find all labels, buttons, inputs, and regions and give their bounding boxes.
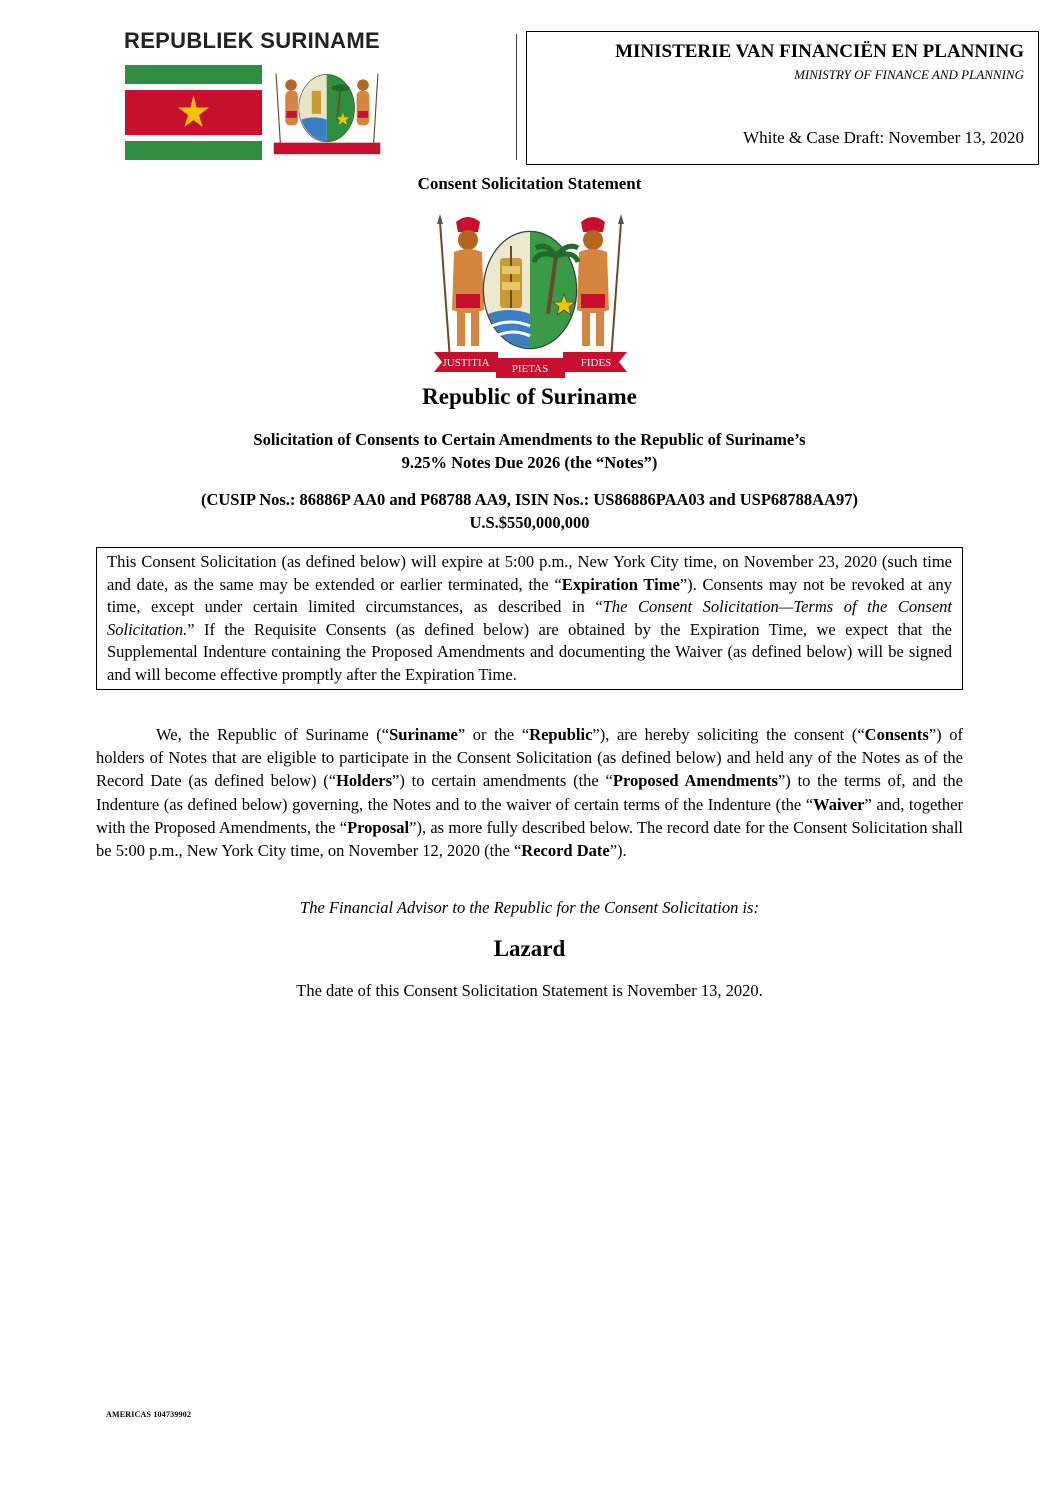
body-text: ” or the “ (457, 725, 530, 744)
term-proposed-amendments: Proposed Amendments (612, 771, 778, 791)
term-suriname: Suriname (389, 725, 458, 744)
notice-section-reference: The Consent Solicitation—Terms of the Consent Solicitation. (107, 597, 952, 639)
term-holders: Holders (336, 771, 393, 791)
term-consents: Consents (864, 725, 929, 744)
solicitation-heading (96, 428, 963, 474)
term-waiver: Waiver (813, 794, 865, 814)
body-text: ”), are hereby soliciting the consent (“ (592, 725, 865, 744)
body-text: ”) to the terms of, and the Indenture (as defined below) governing, the Notes and to the waiver of certain terms of the Indenture (the “ (96, 771, 963, 814)
draft-note: White & Case Draft: November 13, 2020 (743, 128, 1024, 147)
term-record-date: Record Date (521, 841, 610, 861)
financial-advisor-line: The Financial Advisor to the Republic for the Consent Solicitation is: (300, 898, 759, 917)
ministry-name-dutch: MINISTERIE VAN FINANCIËN EN PLANNING (615, 41, 1024, 62)
document-title: Consent Solicitation Statement (417, 174, 642, 193)
body-text: ”), as more fully described below. The record date for the Consent Solicitation shall be 5:00 p.m., New York City time, on November 12, 2020 (the “ (96, 817, 964, 861)
body-paragraph (96, 723, 963, 862)
ministry-header-box (526, 31, 1039, 165)
financial-advisor-name: Lazard (493, 936, 566, 961)
country-title: REPUBLIEK SURINAME (124, 28, 380, 53)
notice-text: ”). Consents may not be revoked at any time, except under certain limited circumstances, as described in “ (107, 574, 952, 617)
issuer-name: Republic of Suriname (422, 384, 637, 409)
notice-text: ” If the Requisite Consents (as defined below) are obtained by the Expiration Time, we expect that the Supplemental Indenture containing the Proposed Amendments and documenting the Waiver (as defined below) will be signed and will become effective promptly after the Expiration Time. (107, 619, 952, 684)
solicitation-line-2: 9.25% Notes Due 2026 (the “Notes”) (401, 453, 658, 472)
body-text: ”) of holders of Notes that are eligible to participate in the Consent Solicitation (as defined below) and held any of the Notes as of the Record Date (as defined below) (“ (96, 725, 963, 791)
coat-of-arms-small (268, 62, 386, 160)
body-text: ”). (609, 841, 627, 861)
cusip-isin-line: (CUSIP Nos.: 86886P AA0 and P68788 AA9, ISIN Nos.: US86886PAA03 and USP68788AA97) (200, 490, 858, 509)
term-republic: Republic (529, 725, 593, 744)
notice-term-expiration-time: Expiration Time (561, 574, 680, 594)
motto-fides: FIDES (580, 357, 612, 369)
term-proposal: Proposal (347, 817, 410, 837)
motto-pietas: PIETAS (511, 363, 549, 375)
suriname-flag (125, 65, 262, 160)
expiration-notice-box (96, 547, 963, 690)
body-text: ” and, together with the Proposed Amendments, the “ (96, 794, 963, 837)
statement-date-line: The date of this Consent Solicitation Statement is November 13, 2020. (296, 981, 763, 1000)
document-footer-code: AMERICAS 104739902 (106, 1410, 192, 1419)
body-text: We, the Republic of Suriname (“ (156, 725, 390, 744)
security-identifiers (96, 488, 963, 534)
motto-justitia: JUSTITIA (442, 357, 490, 369)
header-divider (516, 34, 517, 160)
body-text: ”) to certain amendments (the “ (392, 771, 613, 791)
ministry-name-english: MINISTRY OF FINANCE AND PLANNING (794, 67, 1024, 82)
notice-text: This Consent Solicitation (as defined below) will expire at 5:00 p.m., New York City time, on November 23, 2020 (such time and date, as the same may be extended or earlier terminated, the “ (107, 552, 952, 594)
coat-of-arms-large (428, 210, 633, 380)
principal-amount: U.S.$550,000,000 (469, 513, 590, 532)
solicitation-line-1: Solicitation of Consents to Certain Amendments to the Republic of Suriname’s (253, 430, 806, 449)
